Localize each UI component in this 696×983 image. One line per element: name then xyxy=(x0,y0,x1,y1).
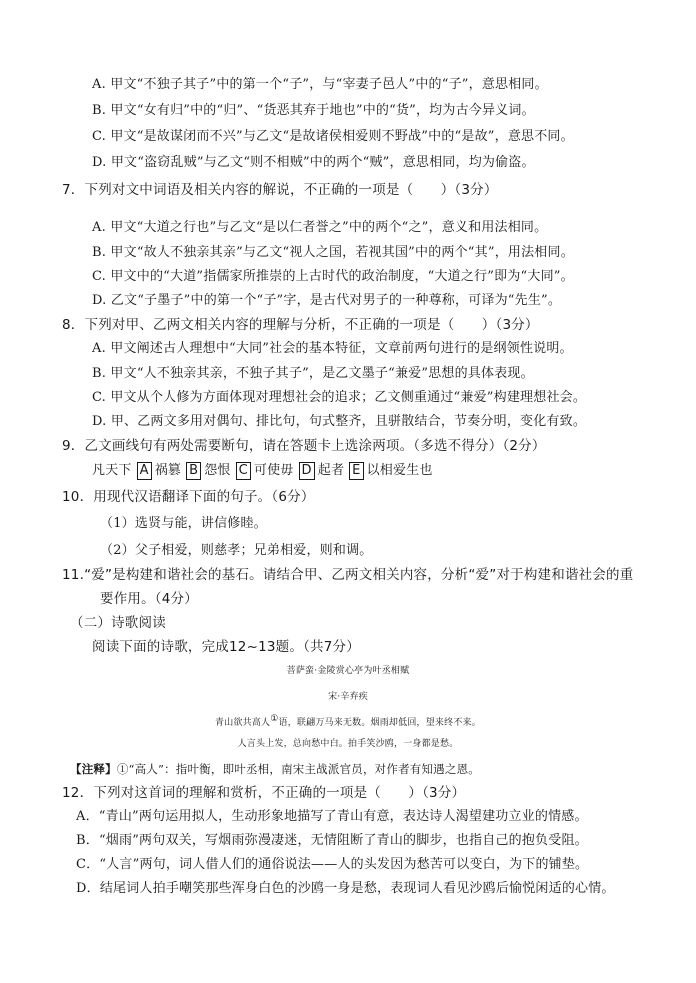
poem-note xyxy=(70,760,480,778)
q9-box-c[interactable]: C xyxy=(236,462,251,480)
q12-option-d: D．结尾词人拍手嘲笑那些浑身白色的沙鸥一身是愁，表现词人看见沙鸥后愉悦闲适的心情。 xyxy=(76,881,615,896)
q12-option-a: A．“青山”两句运用拟人，生动形象地描写了青山有意，表达诗人渴望建功立业的情感。 xyxy=(76,809,588,824)
q12-stem: 12．下列对这首词的理解和赏析，不正确的一项是（ ）（3分） xyxy=(62,785,466,801)
poem-author: 宋·辛弃疾 xyxy=(328,692,368,702)
note-text: ①“高人”：指叶衡，即叶丞相，南宋主战派官员，对作者有知遇之恩。 xyxy=(116,762,480,776)
q10-item-2: （2）父子相爱，则慈孝；兄弟相爱，则和调。 xyxy=(100,543,373,558)
footnote-mark: ① xyxy=(270,714,279,724)
q9-box-b[interactable]: B xyxy=(186,462,201,480)
section-intro: 阅读下面的诗歌，完成12~13题。（共7分） xyxy=(92,639,360,655)
q7-option-a: A. 甲文“大道之行也”与乙文“是以仁者誉之”中的两个“之”，意义和用法相同。 xyxy=(92,220,548,235)
q7-option-d: D. 乙文“子墨子”中的第一个“子”字，是古代对男子的一种尊称，可译为“先生”。 xyxy=(92,293,562,308)
q11-stem-line1: 11.“爱”是构建和谐社会的基石。请结合甲、乙两文相关内容，分析“爱”对于构建和谐社会的重 xyxy=(62,567,634,583)
poem-line-1-part-b: 语，联翩万马来无数。烟雨却低回，望来终不来。 xyxy=(278,718,481,728)
q11-stem-line2: 要作用。（4分） xyxy=(100,591,198,607)
poem-title: 菩萨蛮·金陵赏心亭为叶丞相赋 xyxy=(286,666,410,676)
note-label: 【注释】 xyxy=(70,762,117,776)
q6-option-d: D. 甲文“盗窃乱贼”与乙文“则不相贼”中的两个“贼”，意思相同，均为偷盗。 xyxy=(92,155,535,170)
q9-box-e[interactable]: E xyxy=(349,462,363,480)
poem-line-2: 人言头上发，总向愁中白。拍手笑沙鸥，一身都是愁。 xyxy=(237,739,459,749)
q7-option-b: B. 甲文“故人不独亲其亲”与乙文“视人之国，若视其国”中的两个“其”，用法相同。 xyxy=(92,245,574,260)
q6-option-a: A. 甲文“不独子其子”中的第一个“子”，与“宰妻子邑人”中的“子”，意思相同。 xyxy=(92,77,548,92)
q9-stem: 9．乙文画线句有两处需要断句，请在答题卡上选涂两项。（多选不得分）（2分） xyxy=(62,438,546,454)
q9-segment: 祸篡 xyxy=(154,463,182,478)
q6-option-b: B. 甲文“女有归”中的“归”、“货恶其弃于地也”中的“货”，均为古今异义词。 xyxy=(92,103,535,118)
q7-option-c: C. 甲文中的“大道”指儒家所推崇的上古时代的政治制度，“大道之行”即为“大同”。 xyxy=(92,269,574,284)
q8-option-b: B. 甲文“人不独亲其亲，不独子其子”，是乙文墨子“兼爱”思想的具体表现。 xyxy=(92,366,534,381)
q8-option-c: C. 甲文从个人修为方面体现对理想社会的追求；乙文侧重通过“兼爱”构建理想社会。 xyxy=(92,390,587,405)
q8-option-a: A. 甲文阐述古人理想中“大同”社会的基本特征，文章前两句进行的是纲领性说明。 xyxy=(92,341,573,356)
q12-option-c: C．“人言”两句，词人借人们的通俗说法——人的头发因为愁苦可以变白，为下的铺垫。 xyxy=(76,857,589,872)
poem-line-1 xyxy=(0,710,696,732)
q6-option-c: C. 甲文“是故谋闭而不兴”与乙文“是故诸侯相爱则不野战”中的“是故”，意思不同。 xyxy=(92,129,574,144)
q9-segment: 可使毋 xyxy=(253,463,294,478)
q10-item-1: （1）选贤与能，讲信修睦。 xyxy=(100,516,267,531)
q9-segment: 凡天下 xyxy=(92,463,132,478)
q9-box-d[interactable]: D xyxy=(299,462,315,480)
q12-option-b: B．“烟雨”两句双关，写烟雨弥漫凄迷，无情阻断了青山的脚步，也指自己的抱负受阻。 xyxy=(76,833,588,848)
section-heading: （二）诗歌阅读 xyxy=(70,615,166,631)
q10-stem: 10．用现代汉语翻译下面的句子。（6分） xyxy=(62,489,315,505)
q9-segment: 起者 xyxy=(317,463,345,478)
q9-segment: 怨恨 xyxy=(204,463,231,478)
q9-segment: 以相爱生也 xyxy=(366,463,433,478)
q9-segment-line xyxy=(92,462,435,480)
q7-stem: 7．下列对文中词语及相关内容的解说，不正确的一项是（ ）（3分） xyxy=(62,182,498,198)
q8-stem: 8．下列对甲、乙两文相关内容的理解与分析，不正确的一项是（ ）（3分） xyxy=(62,317,539,333)
q8-option-d: D. 甲、乙两文多用对偶句、排比句，句式整齐，且骈散结合，节奏分明，变化有致。 xyxy=(92,414,587,429)
q9-box-a[interactable]: A xyxy=(137,462,152,480)
poem-line-1-part-a: 青山欲共高人 xyxy=(215,718,271,728)
